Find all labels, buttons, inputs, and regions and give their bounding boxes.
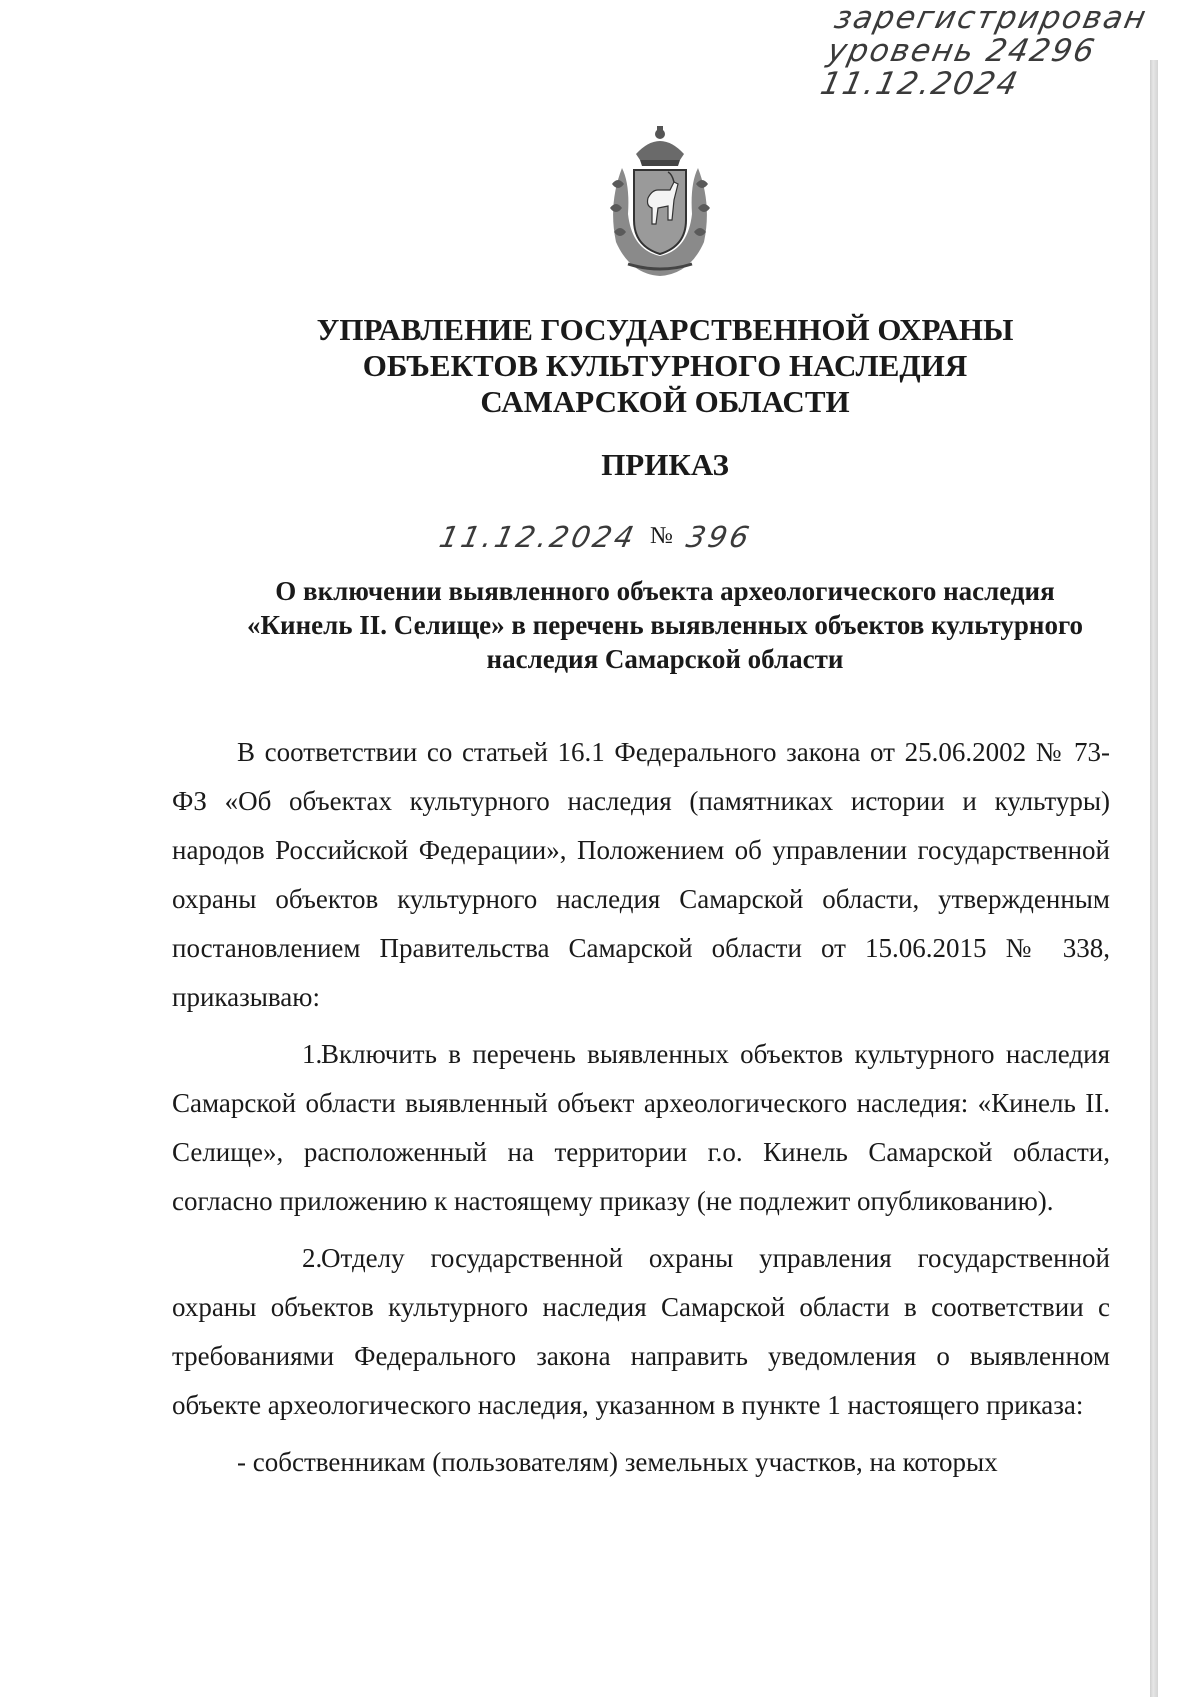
org-line-1: УПРАВЛЕНИЕ ГОСУДАРСТВЕННОЙ ОХРАНЫ: [316, 312, 1014, 347]
scan-edge-shadow: [1150, 60, 1158, 1697]
organization-name: [0, 312, 1200, 420]
order-date-handwritten: 11.12.2024: [436, 520, 640, 554]
order-body: [172, 728, 1110, 1487]
item-2-text: Отделу государственной охраны управления государственной охраны объектов культурного наследия Самарской области в соответствии с требованиями Федерального закона направить уведомления о выявленном объекте археологического наследия, указанном в пункте 1 настоящего приказа:: [172, 1243, 1110, 1420]
item-2-number: 2.: [302, 1243, 323, 1273]
subject-line-3: наследия Самарской области: [486, 644, 844, 674]
item-1-paragraph: [172, 1030, 1110, 1226]
preamble-paragraph: В соответствии со статьей 16.1 Федерального закона от 25.06.2002 № 73-ФЗ «Об объектах культурного наследия (памятниках истории и культуры) народов Российской Федерации», Положением об управлении государственной охраны объектов культурного наследия Самарской области, утвержденным постановлением Правительства Самарской области от 15.06.2015 № 338, приказываю:: [172, 737, 1110, 1012]
registration-handwritten-note: [818, 2, 1151, 101]
sub-item-1-paragraph: - собственникам (пользователям) земельных участков, на которых: [237, 1447, 998, 1477]
registration-note-line3: 11.12.2024: [817, 66, 1023, 102]
item-1-number: 1.: [302, 1039, 323, 1069]
document-type-title: ПРИКАЗ: [601, 447, 729, 482]
order-date-number: [436, 520, 755, 555]
subject-line-1: О включении выявленного объекта археологического наследия: [275, 576, 1055, 606]
order-number-handwritten: 396: [683, 520, 755, 554]
org-line-2: ОБЪЕКТОВ КУЛЬТУРНОГО НАСЛЕДИЯ: [362, 348, 968, 383]
org-line-3: САМАРСКОЙ ОБЛАСТИ: [480, 384, 850, 419]
subject-line-2: «Кинель II. Селище» в перечень выявленных объектов культурного: [246, 610, 1084, 640]
registration-note-line2: уровень 24296: [824, 33, 1100, 69]
registration-note-line1: зарегистрирован: [831, 0, 1151, 36]
item-1-text: Включить в перечень выявленных объектов культурного наследия Самарской области выявленный объект археологического наследия: «Кинель II. Селище», расположенный на территории г.о. Кинель Самарской области, согласно приложению к настоящему приказу (не подлежит опубликованию).: [172, 1039, 1110, 1216]
item-2-paragraph: [172, 1234, 1110, 1430]
number-sign: №: [650, 523, 673, 549]
order-subject: [0, 574, 1200, 676]
samara-coat-of-arms-icon: [600, 124, 720, 278]
